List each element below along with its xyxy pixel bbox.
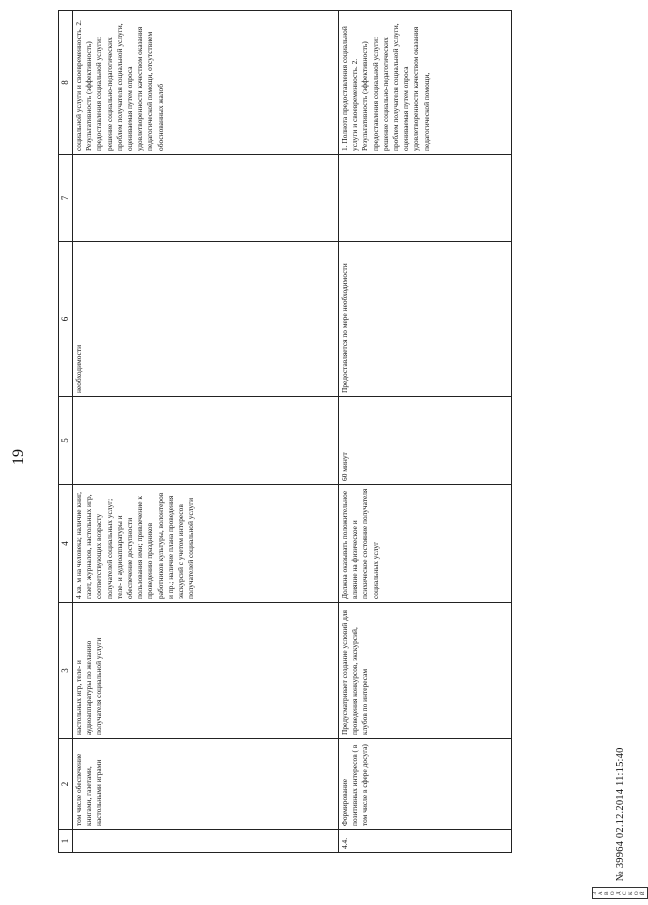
header-cell: 7 [59, 155, 73, 242]
cell-number [73, 830, 339, 853]
document-stamp [592, 747, 648, 899]
cell-standard: 4 кв. м на человека; наличие книг, газет, журналов, настольных игр, соответствующих возрасту получателей социальных услуг; теле- и аудиоаппаратуры и обеспечение доступности пользования ими; привлечение к проведению праздников работников культуры, волонтеров и пр.; наличие плана проведения экскурсий с учетом интересов получателей социальной услуги [73, 485, 339, 603]
page-number: 19 [10, 449, 27, 465]
cell-quality: социальной услуги и своевременность. 2. Результативность (эффективность) предоставления социальной услуги: решение социально-педагогических проблем получателя социальной услуги, оцениваемая путем опроса удовлетворенности качеством оказания педагогической помощи, отсутствием обоснованных жалоб [73, 11, 339, 155]
header-cell: 2 [59, 739, 73, 830]
header-cell: 6 [59, 242, 73, 397]
header-cell: 4 [59, 485, 73, 603]
cell-col7 [73, 155, 339, 242]
table-row [73, 11, 339, 853]
cell-frequency: необходимости [73, 242, 339, 397]
cell-number: 4.4. [339, 830, 512, 853]
header-cell: 5 [59, 397, 73, 485]
header-cell: 8 [59, 11, 73, 155]
cell-service-name: Формирование позитивных интересов ( в том числе в сфере досуга) [339, 739, 512, 830]
cell-duration [73, 397, 339, 485]
cell-duration: 60 минут [339, 397, 512, 485]
header-row [59, 11, 73, 853]
cell-frequency: Предоставляется по мере необходимости [339, 242, 512, 397]
document-id: № 39964 02.12.2014 11:15:40 [614, 747, 626, 882]
cell-col7 [339, 155, 512, 242]
services-table [58, 10, 512, 853]
cell-service-name: том числе обеспечение книгами, газетами, настольными играми [73, 739, 339, 830]
cell-description: Предусматривает создание условий для проведения конкурсов, экскурсий, клубов по интересам [339, 603, 512, 739]
cell-quality: 1. Полнота предоставления социальной услуги и своевременность. 2. Результативность (эффективность) предоставления социальной услуги: решение социально-педагогических проблем получателя социальной услуги, оцениваемая путем опроса удовлетворенности качеством оказания педагогической помощи, [339, 11, 512, 155]
cell-description: настольных игр, теле- и аудиоаппаратуры по желанию получателя социальной услуги [73, 603, 339, 739]
header-cell: 3 [59, 603, 73, 739]
table-row [339, 11, 512, 853]
stamp-logo: З А В О Д С К О Й [592, 887, 648, 899]
cell-standard: Должна оказывать положительное влияние на физическое и психическое состояние получателя социальных услуг [339, 485, 512, 603]
header-cell: 1 [59, 830, 73, 853]
